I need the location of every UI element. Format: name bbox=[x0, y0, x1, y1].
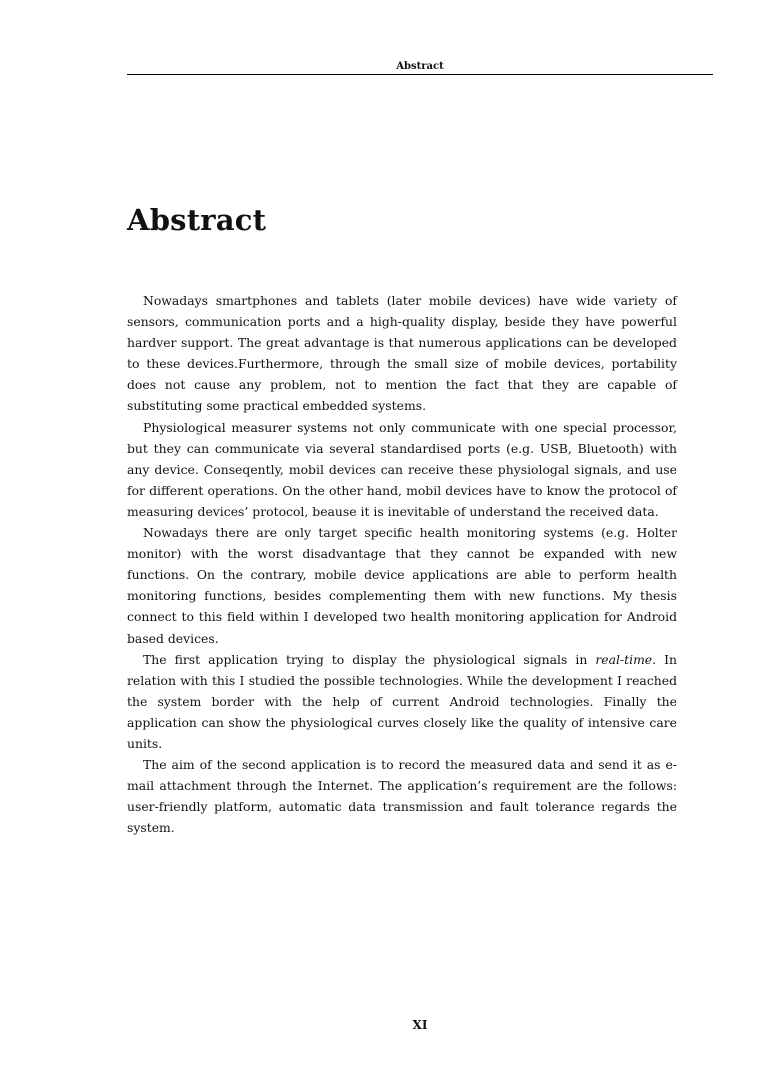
paragraph-second-application: The aim of the second application is to record the measured data and send it as e-mail attachment through the Internet. The application’s requirement are the follows: user-friendly platform, automatic data transmission and fault tolerance regards the system. bbox=[127, 757, 677, 836]
abstract-body bbox=[127, 290, 677, 838]
paragraph-first-application-lead: The first application trying to display the physiological signals in bbox=[143, 651, 596, 667]
paragraph-first-application-rest: . In relation with this I studied the possible technologies. While the development I reached the system border with the help of current Android technologies. Finally the application can show the physiological curves closely like the quality of intensive care units. bbox=[127, 651, 677, 751]
header-rule bbox=[127, 74, 713, 75]
page-number: XI bbox=[412, 1018, 428, 1032]
paragraph-physiological-systems: Physiological measurer systems not only communicate with one special processor, but they can communicate via several standardised ports (e.g. USB, Bluetooth) with any device. Conseqently, mobil devices can receive these physiologal signals, and use for different operations. On the other hand, mobil devices have to know the protocol of measuring devices’ protocol, beause it is inevitable of understand the received data. bbox=[127, 419, 677, 519]
chapter-title: Abstract bbox=[127, 203, 267, 237]
paragraph-smartphones: Nowadays smartphones and tablets (later mobile devices) have wide variety of sensors, communication ports and a high-quality display, beside they have powerful hardver support. The great advantage is that numerous applications can be developed to these devices.Furthermore, through the small size of mobile devices, portability does not cause any problem, not to mention the fact that they are capable of substituting some practical embedded systems. bbox=[127, 293, 677, 414]
running-header: Abstract bbox=[396, 61, 444, 72]
real-time-emphasis: real-time bbox=[595, 651, 653, 667]
paragraph-health-monitoring: Nowadays there are only target specific health monitoring systems (e.g. Holter monitor) with the worst disadvantage that they cannot be expanded with new functions. On the contrary, mobile device applications are able to perform health monitoring functions, besides complementing them with new functions. My thesis connect to this field within I developed two health monitoring application for Android based devices. bbox=[127, 525, 677, 646]
paragraph-first-application bbox=[127, 649, 677, 754]
